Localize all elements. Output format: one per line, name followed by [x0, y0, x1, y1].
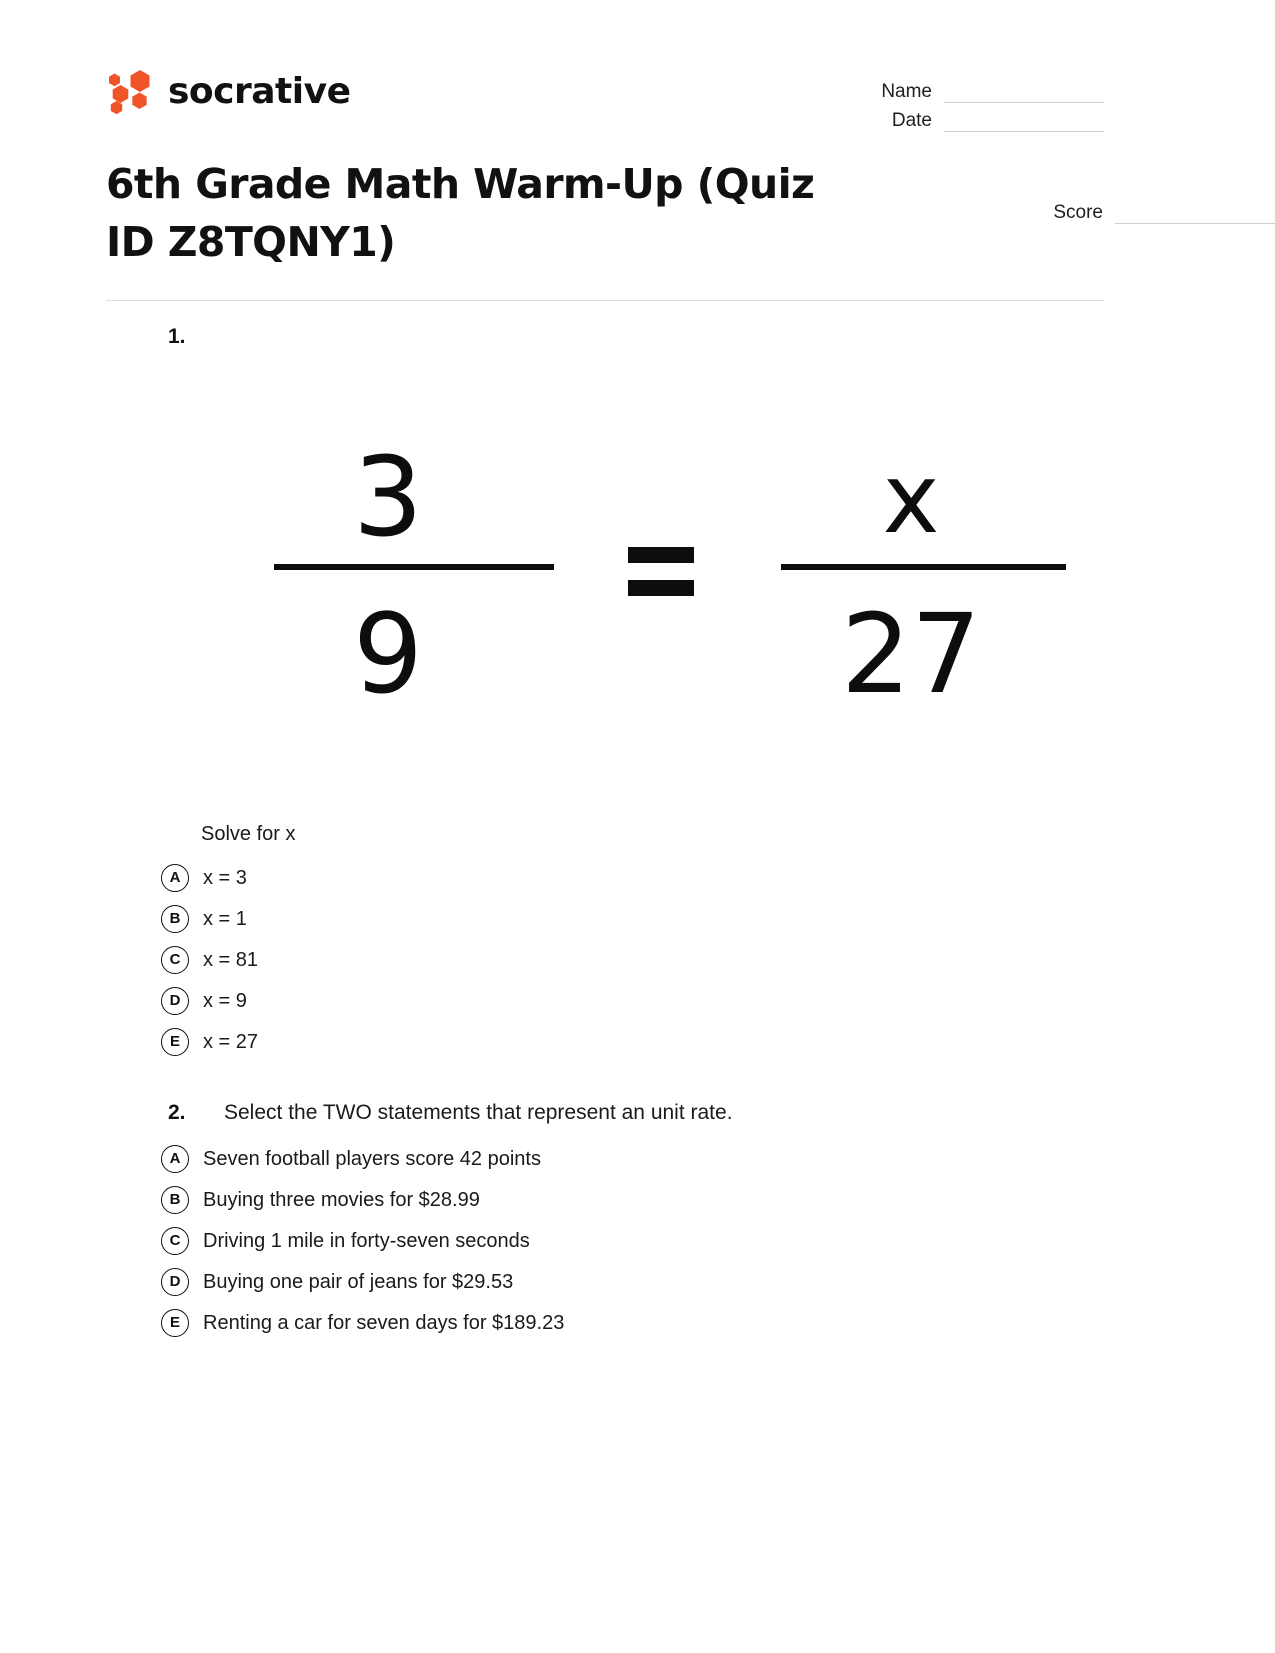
choice-text-c: Driving 1 mile in forty-seven seconds [203, 1229, 530, 1252]
question-2-choices [161, 1138, 1061, 1343]
equation-equals-bottom-bar [628, 580, 694, 596]
equation-right-numerator: x [882, 443, 940, 555]
question-1-header [106, 322, 1104, 352]
date-field-row [868, 103, 1104, 132]
choice-text-c: x = 81 [203, 948, 259, 971]
equation-left-numerator: 3 [353, 433, 423, 561]
choice-text-d: Buying one pair of jeans for $29.53 [203, 1270, 514, 1293]
score-field-group [1039, 195, 1275, 224]
choice-text-e: Renting a car for seven days for $189.23 [203, 1311, 565, 1334]
date-field-label: Date [891, 110, 932, 131]
choice-bubble-c[interactable]: C [161, 1227, 189, 1255]
choice-option[interactable] [161, 1220, 1061, 1261]
date-field-blank[interactable] [944, 111, 1104, 132]
proportion-equation-graphic [256, 430, 1086, 730]
question-2 [106, 1098, 1104, 1333]
choice-text-d: x = 9 [203, 989, 247, 1012]
choice-bubble-d[interactable]: D [161, 987, 189, 1015]
question-2-prompt: Select the TWO statements that represent an unit rate. [224, 1101, 733, 1124]
question-2-body [106, 1128, 1104, 1333]
choice-option[interactable] [161, 1261, 1061, 1302]
student-info-fields [868, 74, 1104, 132]
socrative-wordmark: socrative [168, 71, 351, 112]
question-1-equation-image [106, 364, 1104, 784]
socrative-hexagon-logo-icon [106, 68, 154, 116]
page-title: 6th Grade Math Warm-Up (Quiz ID Z8TQNY1) [106, 160, 815, 266]
choice-option[interactable] [161, 939, 1061, 980]
choice-text-e: x = 27 [203, 1030, 259, 1053]
choice-text-a: Seven football players score 42 points [203, 1147, 541, 1170]
choice-option[interactable] [161, 1179, 1061, 1220]
choice-bubble-c[interactable]: C [161, 946, 189, 974]
choice-bubble-b[interactable]: B [161, 905, 189, 933]
equation-right-denominator: 27 [841, 590, 981, 718]
choice-text-b: x = 1 [203, 907, 247, 930]
choice-option[interactable] [161, 980, 1061, 1021]
equation-left-denominator: 9 [353, 590, 423, 718]
choice-option[interactable] [161, 1302, 1061, 1343]
choice-bubble-e[interactable]: E [161, 1028, 189, 1056]
choice-text-b: Buying three movies for $28.99 [203, 1188, 480, 1211]
choice-option[interactable] [161, 857, 1061, 898]
header-divider [106, 300, 1104, 301]
choice-bubble-a[interactable]: A [161, 864, 189, 892]
equation-equals-top-bar [628, 547, 694, 563]
name-field-blank[interactable] [944, 82, 1104, 103]
choice-bubble-d[interactable]: D [161, 1268, 189, 1296]
choice-bubble-b[interactable]: B [161, 1186, 189, 1214]
name-field-row [868, 74, 1104, 103]
socrative-logo [106, 68, 350, 116]
question-1-choices [161, 857, 1061, 1062]
choice-option[interactable] [161, 898, 1061, 939]
score-field-label: Score [1053, 202, 1103, 223]
question-1-number: 1. [168, 325, 186, 348]
question-1 [106, 322, 1104, 1053]
question-2-number: 2. [168, 1101, 186, 1124]
choice-option[interactable] [161, 1021, 1061, 1062]
page-header [106, 60, 1104, 140]
choice-text-a: x = 3 [203, 866, 247, 889]
score-field-blank[interactable] [1115, 203, 1275, 224]
score-field-row [1039, 195, 1275, 224]
choice-option[interactable] [161, 1138, 1061, 1179]
title-block [106, 155, 826, 271]
choice-bubble-a[interactable]: A [161, 1145, 189, 1173]
choice-bubble-e[interactable]: E [161, 1309, 189, 1337]
question-1-sub-prompt: Solve for x [201, 823, 296, 845]
equation-left-fraction-bar [274, 564, 554, 570]
equation-right-fraction-bar [781, 564, 1066, 570]
question-2-header [106, 1098, 1104, 1128]
name-field-label: Name [881, 81, 932, 102]
